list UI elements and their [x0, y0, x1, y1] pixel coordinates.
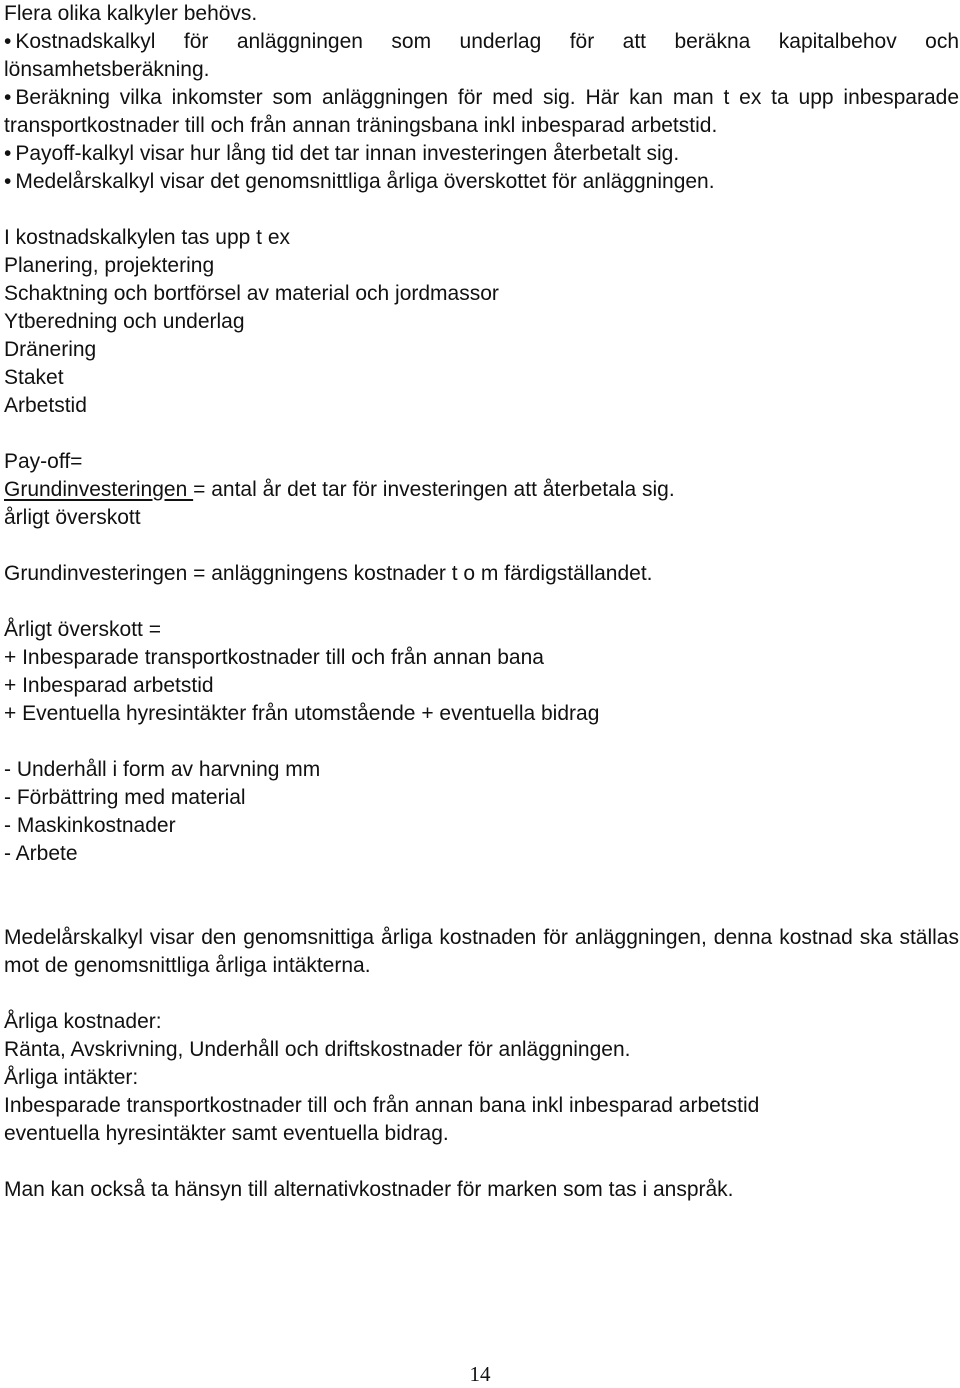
document-page: [4, 0, 959, 1204]
surplus-minus-section: [4, 756, 959, 868]
annual-surplus-section: [4, 616, 959, 728]
cost-heading: I kostnadskalkylen tas upp t ex: [4, 226, 290, 249]
surplus-heading: Årligt överskott =: [4, 618, 161, 641]
bullet-income-calculation: [4, 84, 959, 140]
calculation-types-list: [4, 28, 959, 196]
annual-costs-text: Ränta, Avskrivning, Underhåll och driftskostnader för anläggningen.: [4, 1038, 631, 1061]
bullet-average-year-calculation: [4, 168, 959, 196]
bullet-text: Payoff-kalkyl visar hur lång tid det tar innan investeringen återbetalt sig.: [15, 142, 680, 165]
bullet-cost-calculation: [4, 28, 959, 84]
payoff-equation: [4, 476, 959, 504]
surplus-minus-item: - Maskinkostnader: [4, 814, 176, 837]
surplus-plus-item: + Inbesparade transportkostnader till och från annan bana: [4, 646, 544, 669]
grundinvestering-definition: Grundinvesteringen = anläggningens kostnader t o m färdigställandet.: [4, 562, 653, 585]
payoff-equation-text: = antal år det tar för investeringen att återbetala sig.: [193, 478, 675, 501]
surplus-plus-item: + Inbesparad arbetstid: [4, 674, 214, 697]
cost-item: Schaktning och bortförsel av material och jordmassor: [4, 282, 499, 305]
bullet-text: Kostnadskalkyl för anläggningen som underlag för att beräkna kapitalbehov och lönsamhetsberäkning.: [4, 30, 959, 81]
alternative-cost-paragraph: Man kan också ta hänsyn till alternativkostnader för marken som tas i anspråk.: [4, 1178, 734, 1201]
annual-costs-income-section: [4, 1008, 959, 1148]
bullet-text: Medelårskalkyl visar det genomsnittliga årliga överskottet för anläggningen.: [15, 170, 715, 193]
annual-income-text-continued: eventuella hyresintäkter samt eventuella bidrag.: [4, 1122, 449, 1145]
bullet-icon: •: [4, 30, 12, 53]
cost-item: Arbetstid: [4, 394, 87, 417]
annual-costs-heading: Årliga kostnader:: [4, 1010, 162, 1033]
bullet-icon: •: [4, 170, 12, 193]
surplus-minus-item: - Förbättring med material: [4, 786, 246, 809]
surplus-plus-item: + Eventuella hyresintäkter från utomstående + eventuella bidrag: [4, 702, 600, 725]
cost-item: Staket: [4, 366, 64, 389]
cost-item: Dränering: [4, 338, 97, 361]
cost-item: Ytberedning och underlag: [4, 310, 245, 333]
bullet-payoff-calculation: [4, 140, 959, 168]
annual-income-text: Inbesparade transportkostnader till och från annan bana inkl inbesparad arbetstid: [4, 1094, 760, 1117]
cost-item: Planering, projektering: [4, 254, 215, 277]
intro-text: Flera olika kalkyler behövs.: [4, 2, 258, 25]
payoff-label: Pay-off=: [4, 450, 83, 473]
payoff-formula: [4, 448, 959, 532]
bullet-icon: •: [4, 86, 12, 109]
annual-income-heading: Årliga intäkter:: [4, 1066, 139, 1089]
page-number: 14: [469, 1362, 491, 1386]
surplus-minus-item: - Arbete: [4, 842, 78, 865]
payoff-numerator: Grundinvesteringen: [4, 478, 194, 501]
surplus-minus-item: - Underhåll i form av harvning mm: [4, 758, 321, 781]
bullet-icon: •: [4, 142, 12, 165]
cost-items-section: [4, 224, 959, 420]
payoff-denominator: årligt överskott: [4, 506, 141, 529]
bullet-text: Beräkning vilka inkomster som anläggningen för med sig. Här kan man t ex ta upp inbesparade transportkostnader till och från annan träningsbana inkl inbesparad arbetstid.: [4, 86, 959, 137]
average-year-paragraph: Medelårskalkyl visar den genomsnittiga årliga kostnaden för anläggningen, denna kostnad ska ställas mot de genomsnittliga årliga intäkterna.: [4, 926, 959, 977]
